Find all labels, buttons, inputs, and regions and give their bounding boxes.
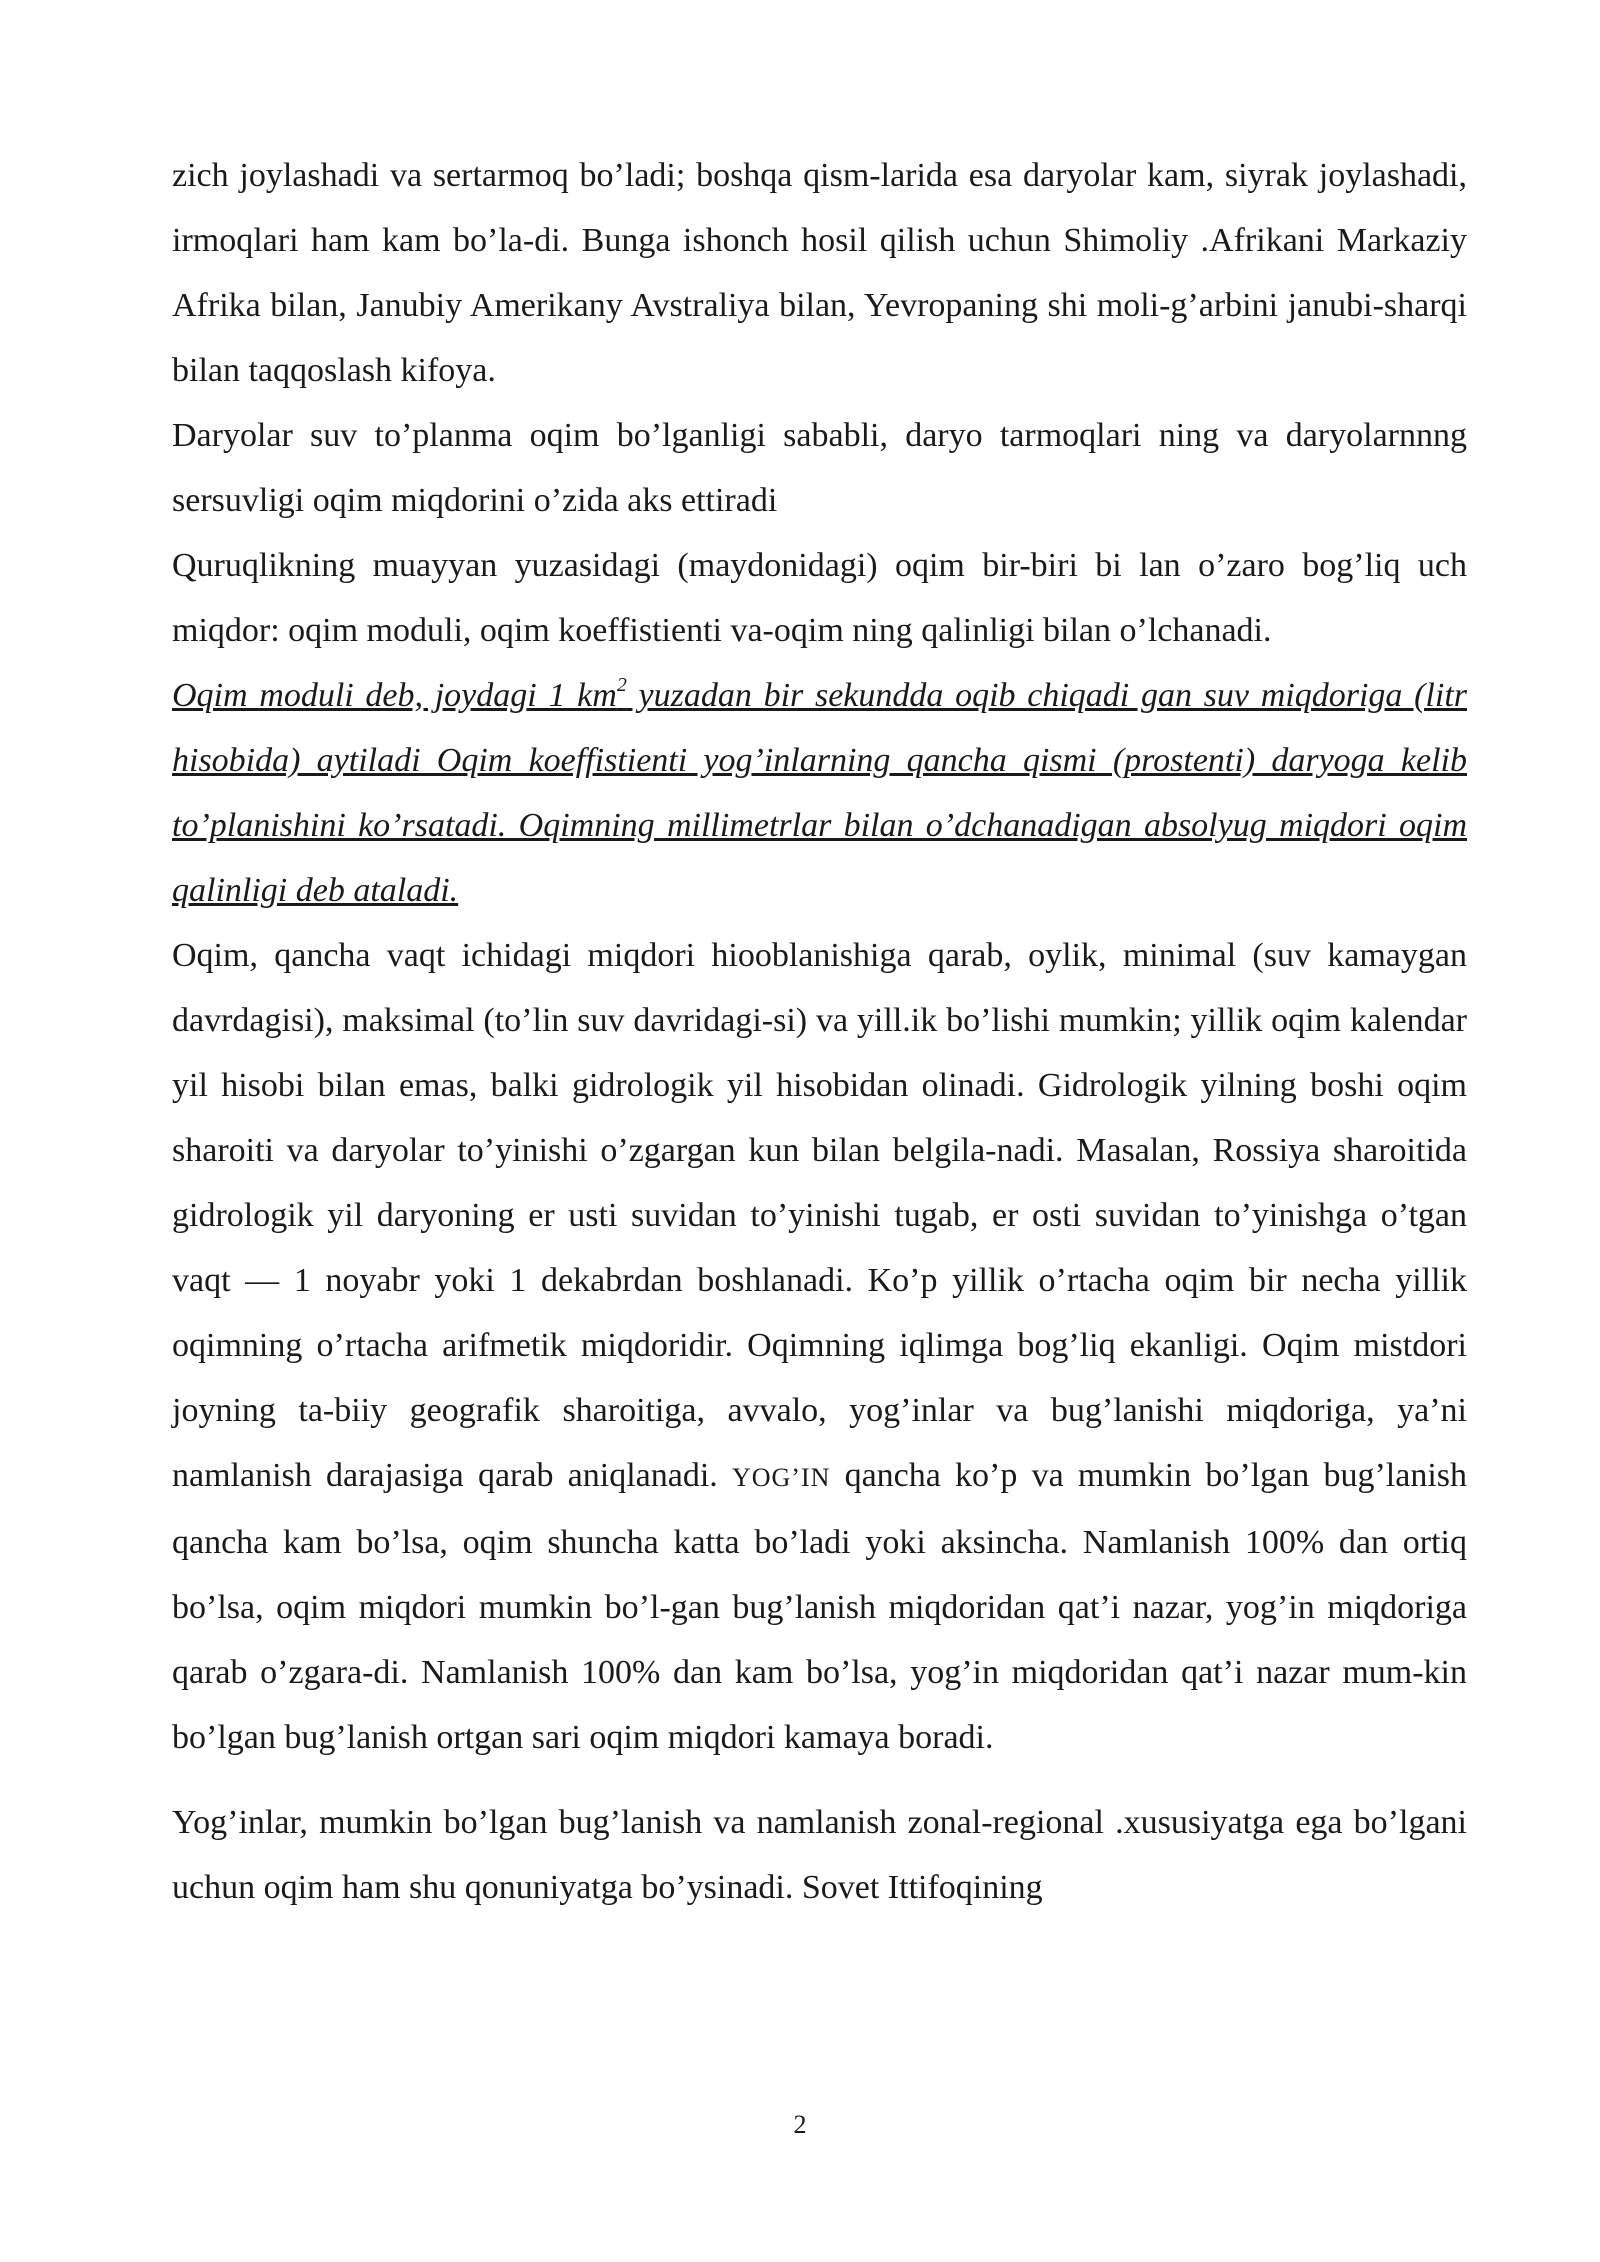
- paragraph-river-density: zich joylashadi va sertarmoq bo’ladi; boshqa qism-larida esa daryolar kam, siyrak joylashadi, irmoqlari ham kam bo’la-di. Bunga ishonch hosil qilish uchun Shimoliy .Afrikani Markaziy Afrika bilan, Janubiy Amerikany Avstraliya bilan, Yevropaning shi moli-g’arbini janubi-sharqi bilan taqqoslash kifoya.: [172, 157, 1467, 389]
- paragraph-river-flow: Daryolar suv to’planma oqim bo’lganligi sababli, daryo tarmoqlari ning va daryolarnnng sersuvligi oqim miqdorini o’zida aks ettiradi: [172, 417, 1467, 519]
- smallcaps-word: YOG’IN: [731, 1463, 831, 1492]
- page-number: 2: [793, 2110, 807, 2139]
- flow-types-text-continued: qancha ko’p va mumkin bo’lgan bug’lanish qancha kam bo’lsa, oqim shuncha katta bo’ladi yoki aksincha. Namlanish 100% dan ortiq bo’lsa, oqim miqdori mumkin bo’l-gan bug’lanish miqdoridan qat’i nazar, yog’in miqdoriga qarab o’zgara-di. Namlanish 100% dan kam bo’lsa, yog’in miqdoridan qat’i nazar mum-kin bo’lgan bug’lanish ortgan sari oqim miqdori kamaya boradi.: [172, 1457, 1467, 1756]
- paragraph-flow-definitions: [172, 663, 1467, 923]
- definition-text-rest: yuzadan bir sekundda oqib chiqadi gan suv miqdoriga (litr hisobida) aytiladi Oqim koeffistienti yog’inlarning qancha qismi (prostenti) daryoga kelib to’planishini ko’rsatadi. Oqimning millimetrlar bilan o’dchanadigan absolyug miqdori oqim qalinligi deb ataladi.: [172, 677, 1467, 909]
- paragraph-flow-types: [172, 923, 1467, 1770]
- paragraph-zonal-regional: Yog’inlar, mumkin bo’lgan bug’lanish va namlanish zonal-regional .xususiyatga ega bo’lgani uchun oqim ham shu qonuniyatga bo’ysinadi. Sovet Ittifoqining: [172, 1804, 1467, 1906]
- definition-text-start: Oqim moduli deb, joydagi 1 km: [172, 677, 617, 714]
- flow-types-text: Oqim, qancha vaqt ichidagi miqdori hiooblanishiga qarab, oylik, minimal (suv kamaygan davrdagisi), maksimal (to’lin suv davridagi-si) va yill.ik bo’lishi mumkin; yillik oqim kalendar yil hisobi bilan emas, balki gidrologik yil hisobidan olinadi. Gidrologik yilning boshi oqim sharoiti va daryolar to’yinishi o’zgargan kun bilan belgila-nadi. Masalan, Rossiya sharoitida gidrologik yil daryoning er usti suvidan to’yinishi tugab, er osti suvidan to’yinishga o’tgan vaqt — 1 noyabr yoki 1 dekabrdan boshlanadi. Ko’p yillik o’rtacha oqim bir necha yillik oqimning o’rtacha arifmetik miqdoridir. Oqimning iqlimga bog’liq ekanligi. Oqim mistdori joyning ta-biiy geografik sharoitiga, avvalo, yog’inlar va bug’lanishi miqdoriga, ya’ni namlanish darajasiga qarab aniqlanadi.: [172, 937, 1467, 1494]
- paragraph-flow-measures: Quruqlikning muayyan yuzasidagi (maydonidagi) oqim bir-biri bi lan o’zaro bog’liq uch miqdor: oqim moduli, oqim koeffistienti va-oqim ning qalinligi bilan o’lchanadi.: [172, 547, 1467, 649]
- superscript-2: 2: [616, 673, 627, 696]
- page-body: [172, 143, 1467, 1920]
